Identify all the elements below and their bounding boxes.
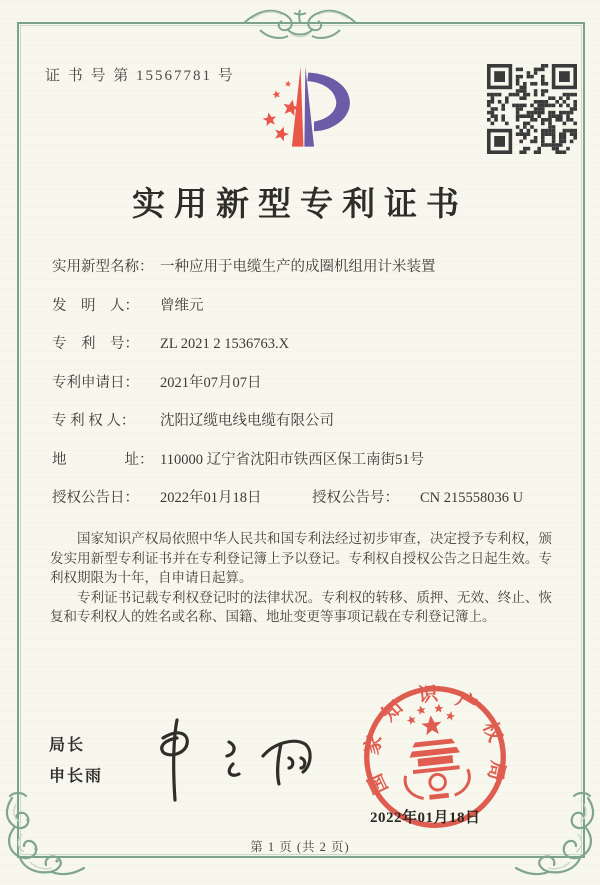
field-row-patentee [52, 410, 552, 432]
svg-text:国家知识产权局 [353, 675, 512, 798]
certificate-number: 证 书 号 第 15567781 号 [45, 68, 235, 84]
legal-text [50, 529, 552, 627]
bottom-left-flourish-ornament [0, 790, 90, 880]
field-list [52, 256, 552, 526]
bottom-right-flourish-ornament [510, 790, 600, 880]
field-row-grant [52, 487, 552, 509]
qr-code-icon [487, 64, 577, 154]
field-label: 发 明 人： [52, 297, 139, 314]
field-value: 110000 辽宁省沈阳市铁西区保工南街51号 [160, 451, 425, 468]
field-value: 沈阳辽缆电线电缆有限公司 [160, 413, 334, 429]
field-value: 一种应用于电缆生产的成圈机组用计米装置 [160, 259, 436, 275]
field-label: 专 利 号： [52, 336, 139, 352]
field-row-name [52, 256, 552, 278]
field-row-inventor [52, 295, 552, 317]
legal-paragraph-2: 专利证书记载专利权登记时的法律状况。专利权的转移、质押、无效、终止、恢复和专利权人的姓名或名称、国籍、地址变更等事项记载在专利登记簿上。 [50, 589, 552, 624]
seal-ring-text: 国家知识产权局 [361, 683, 508, 797]
legal-paragraph-1: 国家知识产权局依照中华人民共和国专利法经过初步审查，决定授予专利权，颁发实用新型专利证书并在专利登记簿上予以登记。专利权自授权公告之日起生效。专利权期限为十年，自申请日起算。 [50, 531, 552, 585]
officer-title: 局长 [49, 737, 86, 754]
field-label: 授权公告日： [52, 490, 139, 506]
field-label: 实用新型名称： [52, 259, 154, 275]
field-row-patent-no [52, 333, 552, 355]
field-value: 2022年01月18日 [160, 490, 262, 506]
director-signature-handwriting [133, 714, 333, 806]
page-footer: 第 1 页 (共 2 页) [250, 840, 350, 854]
field-row-filing-date [52, 372, 552, 394]
top-flourish-ornament [148, 0, 452, 46]
field-label: 授权公告号： [312, 490, 399, 506]
field-value: 曾维元 [160, 297, 204, 314]
cnipa-logo-icon [237, 57, 367, 164]
field-value: CN 215558036 U [420, 490, 524, 506]
grant-date: 2022年01月18日 [370, 810, 481, 826]
officer-name: 申长雨 [49, 768, 104, 785]
officer-block [49, 736, 103, 798]
field-label: 专利申请日： [52, 374, 139, 391]
field-label: 专 利 权 人： [52, 413, 136, 429]
field-label: 地 址： [52, 451, 154, 468]
seal-national-emblem [397, 701, 471, 802]
certificate-title: 实用新型专利证书 [132, 187, 468, 223]
field-row-address [52, 449, 552, 471]
field-value: ZL 2021 2 1536763.X [160, 336, 290, 352]
field-value: 2021年07月07日 [160, 374, 262, 391]
